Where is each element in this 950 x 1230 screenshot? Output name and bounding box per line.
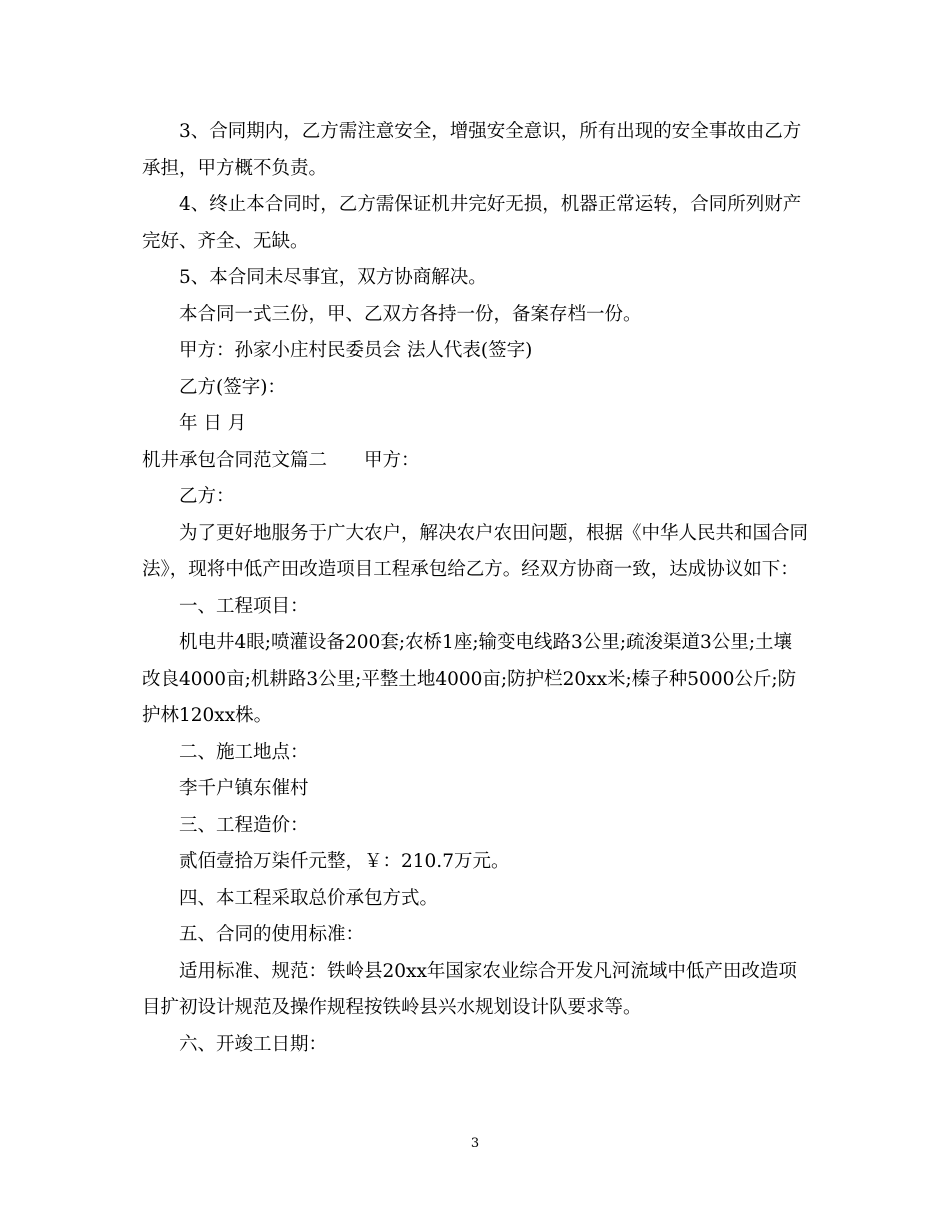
page-number: 3: [470, 1136, 480, 1151]
paragraph-safety: 3、合同期内，乙方需注意安全，增强安全意识，所有出现的安全事故由乙方承担，甲方概不负责。: [142, 121, 802, 179]
paragraph-item-3-title: 三、工程造价：: [179, 814, 309, 836]
paragraph-item-3-body: 贰佰壹拾万柒仟元整，￥：210.7万元。: [179, 851, 510, 872]
paragraph-item-2-body: 李千户镇东催村: [179, 778, 309, 799]
paragraph-item-1-title: 一、工程项目：: [179, 595, 309, 617]
paragraph-unresolved: 5、本合同未尽事宜，双方协商解决。: [179, 267, 487, 288]
paragraph-termination: 4、终止本合同时，乙方需保证机井完好无损，机器正常运转，合同所列财产完好、齐全、无缺。: [142, 194, 802, 252]
document-body: [142, 114, 810, 1063]
paragraph-preamble: 为了更好地服务于广大农户，解决农户农田问题，根据《中华人民共和国合同法》，现将中低产田改造项目工程承包给乙方。经双方协商一致，达成协议如下：: [142, 522, 809, 580]
paragraph-item-4: 四、本工程采取总价承包方式。: [179, 887, 439, 909]
paragraph-party-b: 乙方：: [179, 486, 235, 507]
paragraph-copies: 本合同一式三份，甲、乙双方各持一份，备案存档一份。: [179, 303, 642, 325]
paragraph-item-6-title: 六、开竣工日期：: [179, 1033, 328, 1055]
paragraph-item-1-body: 机电井4眼;喷灌设备200套;农桥1座;输变电线路3公里;疏浚渠道3公里;土壤改良4000亩;机耕路3公里;平整土地4000亩;防护栏20xx米;榛子种5000公斤;防护林120xx株。: [142, 632, 797, 726]
paragraph-date: 年 日 月: [179, 413, 247, 434]
section-heading: [142, 443, 810, 480]
paragraph-item-5-body: 适用标准、规范：铁岭县20xx年国家农业综合开发凡河流域中低产田改造项目扩初设计规范及操作规程按铁岭县兴水规划设计队要求等。: [142, 960, 797, 1018]
paragraph-item-2-title: 二、施工地点：: [179, 741, 309, 763]
paragraph-item-5-title: 五、合同的使用标准：: [179, 924, 365, 945]
section-party-a: 甲方：: [364, 449, 420, 471]
paragraph-party-a-signature: 甲方：孙家小庄村民委员会 法人代表(签字): [179, 340, 533, 361]
paragraph-party-b-signature: 乙方(签字)：: [179, 376, 286, 398]
section-title: 机井承包合同范文篇二: [142, 449, 328, 471]
